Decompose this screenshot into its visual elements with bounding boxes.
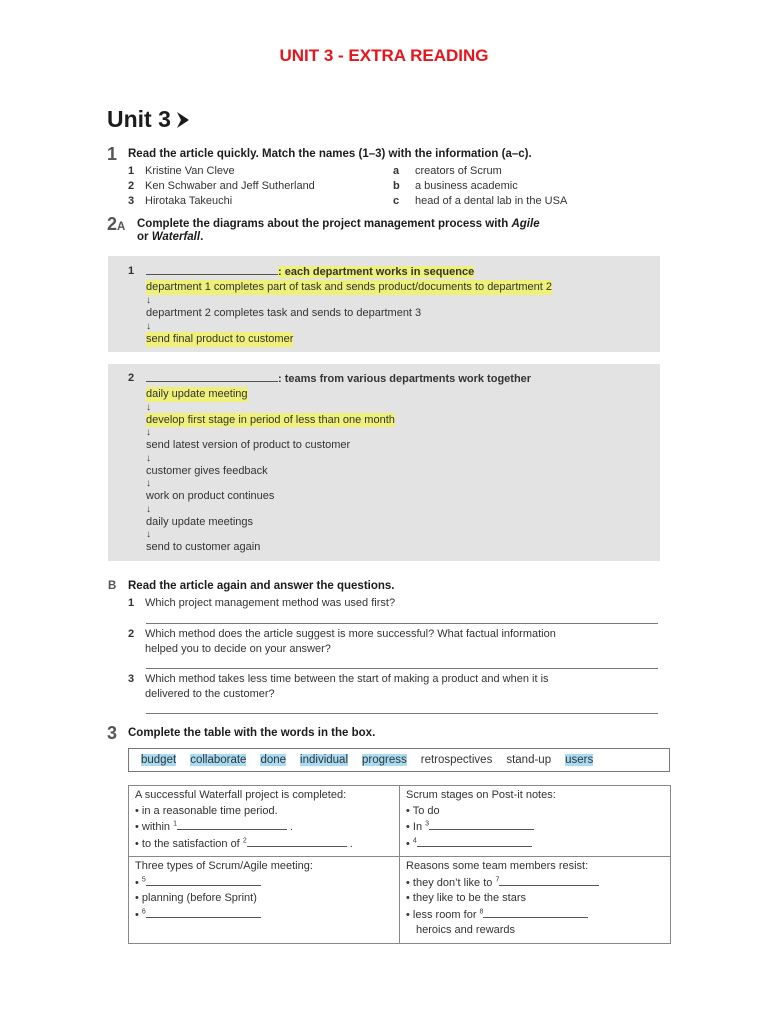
table-cell-waterfall — [129, 786, 400, 857]
cell-line: • To do — [406, 804, 440, 817]
gap-blank[interactable] — [146, 875, 261, 886]
cell-line: • they like to be the stars — [406, 892, 527, 904]
ex1-name: Ken Schwaber and Jeff Sutherland — [145, 180, 315, 192]
question-number: 1 — [128, 597, 135, 609]
unit-heading — [107, 106, 191, 133]
down-arrow-icon: ↓ — [146, 478, 151, 489]
cell-line — [406, 875, 665, 892]
ex2a-instr-part3: . — [200, 231, 204, 243]
ex2b-letter: B — [108, 580, 117, 592]
cell-line-end: . — [287, 821, 294, 833]
gap-number: 5 — [141, 875, 146, 883]
diagram-2-heading — [146, 371, 531, 387]
ex2b-q3 — [128, 672, 549, 702]
diagram-1-heading-text: : each department works in sequence — [278, 266, 475, 278]
ex2a-instr-agile: Agile — [511, 218, 540, 230]
ex2a-label — [107, 214, 125, 235]
gap-blank[interactable] — [247, 836, 347, 847]
gap-number: 8 — [479, 907, 484, 915]
cell-line-end: . — [346, 837, 353, 850]
diagram-step: develop first stage in period of less than one month — [146, 413, 395, 426]
gap-number: 4 — [412, 836, 417, 844]
gap-number: 7 — [495, 875, 500, 883]
cell-line-text: • within — [135, 821, 174, 833]
down-arrow-icon: ↓ — [146, 295, 151, 306]
diagram-2-steps — [146, 387, 395, 555]
diagram-1-steps — [146, 280, 552, 347]
cell-title: Scrum stages on Post-it notes: — [406, 789, 556, 801]
down-arrow-icon: ↓ — [146, 401, 151, 413]
cell-line — [135, 875, 394, 892]
diagram-2-blank[interactable] — [146, 371, 278, 382]
ex2a-instr-part2: or — [137, 231, 152, 243]
table-cell-scrum-stages — [400, 786, 671, 857]
question-number: 2 — [128, 628, 135, 640]
ex2a-instruction — [137, 218, 637, 244]
cell-line: heroics and rewards — [416, 924, 516, 936]
ex1-name: Kristine Van Cleve — [145, 165, 235, 177]
gap-blank[interactable] — [483, 907, 588, 918]
cell-line — [406, 819, 665, 836]
cell-title: Three types of Scrum/Agile meeting: — [135, 860, 313, 872]
diagram-step: send final product to customer — [146, 333, 294, 345]
cell-line-text: • — [135, 908, 142, 921]
cell-line — [406, 907, 665, 924]
question-text: Which method takes less time between the start of making a product and when it is — [145, 673, 549, 685]
ex1-info-letter: b — [393, 180, 400, 192]
cell-line — [135, 836, 394, 853]
diagram-step: department 1 completes part of task and sends product/documents to department 2 — [146, 281, 553, 293]
word-item[interactable]: stand-up — [506, 754, 552, 766]
word-item[interactable]: done — [260, 754, 287, 766]
gap-blank[interactable] — [417, 836, 532, 847]
ex3-table — [128, 785, 671, 944]
cell-line-text: • they don’t like to — [406, 876, 496, 889]
ex1-info-text: creators of Scrum — [415, 165, 502, 177]
cell-line-text: • to the satisfaction of — [135, 837, 243, 850]
cell-line-text: • In — [406, 821, 426, 833]
word-item[interactable]: budget — [141, 754, 177, 766]
gap-blank[interactable] — [429, 819, 534, 830]
ex3-number: 3 — [107, 723, 118, 743]
ex1-name-num: 2 — [128, 180, 135, 192]
ex1-name-num: 3 — [128, 195, 135, 207]
down-arrow-icon: ↓ — [146, 529, 151, 540]
cell-line — [135, 819, 394, 836]
ex1-names — [128, 164, 315, 209]
word-item[interactable]: progress — [362, 754, 407, 766]
unit-heading-text: Unit 3 — [107, 106, 171, 132]
diagram-step: send to customer again — [146, 541, 261, 553]
question-text-line2: helped you to decide on your answer? — [145, 643, 331, 655]
word-box — [128, 748, 670, 772]
diagram-1-heading — [146, 264, 474, 280]
question-text: Which method does the article suggest is more successful? What factual information — [145, 628, 556, 640]
question-text: Which project management method was used first? — [145, 597, 396, 609]
gap-number: 3 — [425, 820, 430, 828]
diagram-2-heading-text: : teams from various departments work together — [278, 373, 532, 385]
cell-title: A successful Waterfall project is completed: — [135, 789, 347, 801]
diagram-step: daily update meeting — [146, 388, 248, 400]
gap-blank[interactable] — [146, 907, 261, 918]
gap-number: 1 — [173, 820, 177, 828]
word-item[interactable]: individual — [300, 754, 348, 766]
ex1-name-num: 1 — [128, 165, 135, 177]
down-arrow-icon: ↓ — [146, 503, 151, 515]
table-cell-resist — [400, 857, 671, 944]
gap-blank[interactable] — [499, 875, 599, 886]
diagram-step: work on product continues — [146, 490, 275, 502]
diagram-1-blank[interactable] — [146, 264, 278, 275]
down-arrow-icon: ↓ — [146, 321, 151, 332]
gap-number: 6 — [141, 907, 146, 915]
down-arrow-icon: ↓ — [146, 452, 151, 464]
ex1-info-letter: a — [393, 165, 400, 177]
ex1-number: 1 — [107, 144, 118, 164]
ex2b-q1 — [128, 596, 395, 611]
down-arrow-icon: ↓ — [146, 427, 151, 438]
ex3-instruction: Complete the table with the words in the box. — [128, 727, 376, 739]
gap-blank[interactable] — [177, 819, 287, 830]
word-item[interactable]: retrospectives — [420, 754, 493, 766]
cell-title: Reasons some team members resist: — [406, 860, 589, 872]
answer-line-1[interactable] — [146, 622, 658, 624]
diagram-2-number: 2 — [128, 372, 135, 384]
answer-line-2[interactable] — [146, 667, 658, 669]
cell-line — [406, 836, 665, 853]
question-number: 3 — [128, 673, 135, 685]
word-item[interactable]: collaborate — [190, 754, 247, 766]
ex2a-letter: A — [117, 221, 126, 233]
ex2a-instr-waterfall: Waterfall — [151, 231, 201, 243]
ex2b-q2 — [128, 627, 556, 657]
diagram-step: send latest version of product to customer — [146, 439, 351, 451]
diagram-step: daily update meetings — [146, 515, 254, 528]
cell-line: • in a reasonable time period. — [135, 804, 278, 817]
ex1-info — [393, 164, 567, 209]
ex2a-number: 2 — [107, 214, 118, 234]
page-title: UNIT 3 - EXTRA READING — [279, 46, 489, 65]
cell-line-text: • — [406, 837, 413, 850]
ex1-info-letter: c — [393, 195, 400, 207]
word-item[interactable]: users — [565, 754, 594, 766]
cell-line-text: • — [135, 876, 142, 889]
diagram-step: department 2 completes task and sends to department 3 — [146, 307, 422, 319]
ex1-info-text: head of a dental lab in the USA — [415, 195, 568, 207]
cell-line: • planning (before Sprint) — [135, 892, 257, 904]
ex1-instruction: Read the article quickly. Match the names (1–3) with the information (a–c). — [128, 148, 532, 160]
ex2a-instr-part1: Complete the diagrams about the project management process with — [137, 218, 512, 230]
cell-line-text: • less room for — [406, 908, 480, 921]
answer-line-3[interactable] — [146, 712, 658, 714]
ex1-name: Hirotaka Takeuchi — [145, 195, 233, 207]
chevron-right-icon — [175, 111, 191, 129]
cell-line — [135, 907, 394, 924]
gap-number: 2 — [242, 836, 247, 844]
diagram-step: customer gives feedback — [146, 464, 268, 477]
ex1-info-text: a business academic — [415, 180, 518, 192]
diagram-1-number: 1 — [128, 265, 135, 277]
ex2b-instruction: Read the article again and answer the questions. — [128, 580, 395, 592]
table-cell-meetings — [129, 857, 400, 944]
question-text-line2: delivered to the customer? — [145, 688, 275, 700]
